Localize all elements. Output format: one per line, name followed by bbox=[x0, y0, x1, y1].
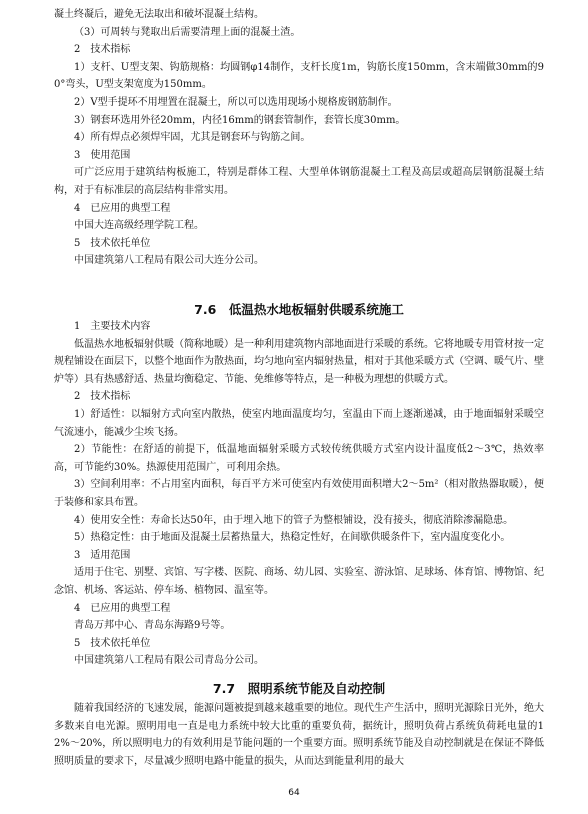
paragraph: 4 已应用的典型工程 bbox=[74, 602, 171, 614]
paragraph: 适用于住宅、别墅、宾馆、写字楼、医院、商场、幼儿园、实验室、游泳馆、足球场、体育馆、博物馆、纪念馆、机场、客运站、停车场、植物园、温室等。 bbox=[54, 567, 544, 596]
paragraph: 5）热稳定性：由于地面及混凝土层蓄热量大，热稳定性好，在间歇供暖条件下，室内温度变化小。 bbox=[74, 532, 511, 544]
section-heading-7-6: 7.6 低温热水地板辐射供暖系统施工 bbox=[194, 302, 404, 317]
paragraph: 凝土终凝后，避免无法取出和破坏混凝土结构。 bbox=[54, 9, 264, 20]
paragraph: 4）所有焊点必须焊牢固，尤其是钢套环与钩筋之间。 bbox=[74, 132, 311, 144]
paragraph: 中国大连高级经理学院工程。 bbox=[74, 220, 204, 232]
text-block-1 bbox=[54, 6, 544, 270]
paragraph: 2）节能性：在舒适的前提下，低温地面辐射采暖方式较传统供暖方式室内设计温度低2～3℃，热效率高，可节能约30%。热源使用范围广，可利用余热。 bbox=[54, 444, 544, 473]
paragraph: 1 主要技术内容 bbox=[74, 321, 151, 332]
paragraph: 可广泛应用于建筑结构板施工，特别是群体工程、大型单体钢筋混凝土工程及高层或超高层钢筋混凝土结构，对于有标准层的高层结构非常实用。 bbox=[54, 167, 544, 196]
section-heading-7-7: 7.7 照明系统节能及自动控制 bbox=[212, 681, 386, 696]
paragraph: 3 适用范围 bbox=[74, 549, 131, 561]
paragraph: 5 技术依托单位 bbox=[74, 637, 151, 649]
paragraph: 低温热水地板辐射供暖（简称地暖）是一种利用建筑物内部地面进行采暖的系统。它将地暖专用管材按一定规程铺设在面层下，以整个地面作为散热面，均匀地向室内辐射热量，相对于其他采暖方式（空调、暖气片、壁炉等）具有热感舒适、热量均衡稳定、节能、免维修等特点，是一种极为理想的供暖方式。 bbox=[54, 338, 544, 385]
paragraph: 随着我国经济的飞速发展，能源问题被提到越来越重要的地位。现代生产生活中，照明光源除日光外，绝大多数来自电光源。照明用电一直是电力系统中较大比重的重要负荷，据统计，照明负荷占系统负荷耗电量的12%～20%，所以照明电力的有效利用是节能问题的一个重要方面。照明系统节能及自动控制就是在保证不降低照明质量的要求下，尽量减少照明电路中能量的损失，从而达到能量利用的最大 bbox=[54, 703, 544, 767]
paragraph: 青岛万邦中心、青岛东海路9号等。 bbox=[74, 620, 231, 632]
paragraph: 中国建筑第八工程局有限公司大连分公司。 bbox=[74, 255, 264, 267]
paragraph: 3）钢套环选用外径20mm，内径16mm的钢套管制作，套管长度30mm。 bbox=[74, 114, 406, 126]
paragraph: 中国建筑第八工程局有限公司青岛分公司。 bbox=[74, 655, 264, 667]
paragraph: 1）舒适性：以辐射方式向室内散热，使室内地面温度均匀，室温由下而上逐渐递减，由于地面辐射采暖空气流速小，能减少尘埃飞扬。 bbox=[54, 408, 544, 438]
paragraph: 5 技术依托单位 bbox=[74, 237, 151, 249]
paragraph: 2）V型手提环不用埋置在混凝土，所以可以选用现场小规格废钢筋制作。 bbox=[74, 96, 398, 108]
paragraph: 4）使用安全性：寿命长达50年，由于埋入地下的管子为整根铺设，没有接头，彻底消除渗漏隐患。 bbox=[74, 514, 514, 526]
paragraph: 2 技术指标 bbox=[74, 44, 131, 56]
paragraph: （3）可周转与凳取出后需要清理上面的混凝土渣。 bbox=[74, 26, 301, 38]
page-number: 64 bbox=[288, 788, 300, 798]
text-block-2 bbox=[54, 318, 544, 670]
paragraph: 2 技术指标 bbox=[74, 391, 131, 403]
paragraph: 4 已应用的典型工程 bbox=[74, 202, 171, 214]
paragraph: 3）空间利用率：不占用室内面积，每百平方米可使室内有效使用面积增大2～5m²（相对散热器取暖），便于装修和家具布置。 bbox=[54, 479, 544, 508]
paragraph: 1）支杆、U型支架、钩筋规格：均圆钢φ14制作，支杆长度1m，钩筋长度150mm，含末端做30mm的90°弯头，U型支架宽度为150mm。 bbox=[54, 61, 544, 91]
text-block-3 bbox=[54, 700, 544, 770]
paragraph: 3 使用范围 bbox=[74, 149, 131, 161]
